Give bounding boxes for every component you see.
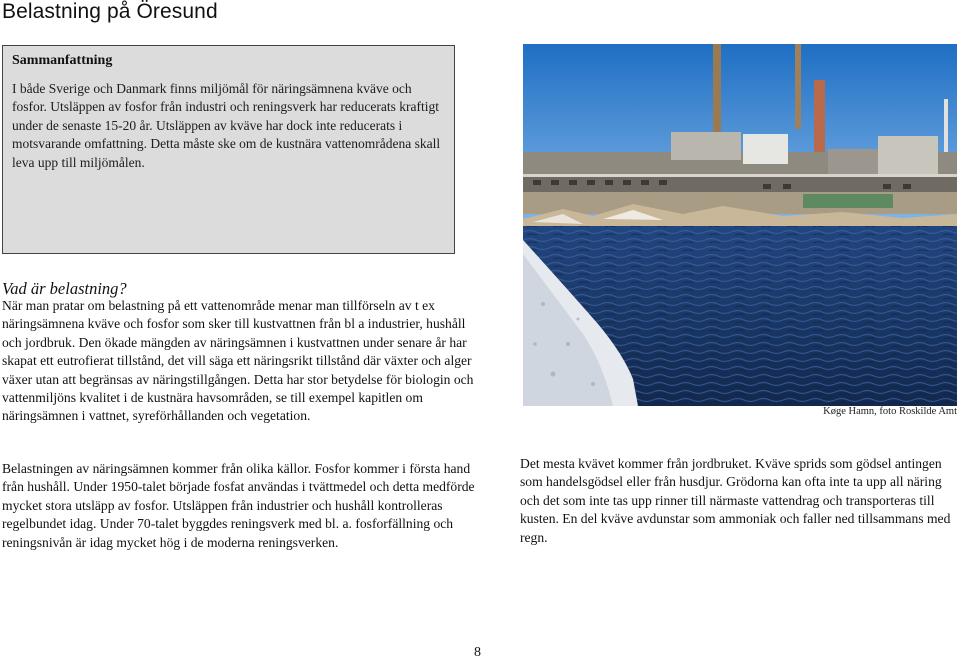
paragraph-kvave: Det mesta kvävet kommer från jordbruket. Kväve sprids som gödsel antingen som handelsgödsel eller från husdjur. Grödorna kan ofta inte ta upp all näring och det som inte tas upp rinner till närmaste vattendrag och transporteras till kusten. En del kväve avdunstar som ammoniak och faller ned tillsammans med regn. <box>520 456 951 545</box>
section-heading: Vad är belastning? <box>2 279 127 298</box>
harbor-industry-photo <box>523 44 957 406</box>
summary-heading: Sammanfattning <box>12 53 113 68</box>
photo-caption: Køge Hamn, foto Roskilde Amt <box>823 406 957 417</box>
summary-body: I både Sverige och Danmark finns miljömål för näringsämnena kväve och fosfor. Utsläppen av fosfor från industri och reningsverk har reducerats kraftigt under de senaste 15-20 år. Utsläppen av kväve har dock inte reducerats i motsvarande omfattning. Detta måste ske om de kustnära vattenområdena skall leva upp till miljömålen. <box>12 81 441 170</box>
summary-box <box>2 45 455 254</box>
paragraph-belastning: När man pratar om belastning på ett vattenområde menar man tillförseln av t ex näringsämnena kväve och fosfor som sker till kustvattnen från bl a industrier, hushåll och jordbruk. Den ökade mängden av näringsämnen i kustvattnen under senare år har skapat ett eutrofierat tillstånd, det vill säga ett näringsrikt tillstånd där växter och alger växer utan att begränsas av näringstillgången. Detta har stor betydelse för biologin och vattenmiljöns kvalitet i de kustnära havsområden, se till exempel kapitlen om näringsämnen i vattnet, syreförhållanden och vegetation. <box>2 298 474 424</box>
paragraph-kallor: Belastningen av näringsämnen kommer från olika källor. Fosfor kommer i första hand från hushåll. Under 1950-talet började fosfat användas i tvättmedel och detta medförde mycket stora utsläpp av fosfor. Utsläppen från industrier och hushåll kontrolleras regelbundet idag. Under 70-talet byggdes reningsverk med bl. a. fosforfällning och reningsnivån är idag mycket hög i de moderna reningsverken. <box>2 461 475 550</box>
page-title: Belastning på Öresund <box>2 0 218 23</box>
page-number: 8 <box>474 645 481 660</box>
